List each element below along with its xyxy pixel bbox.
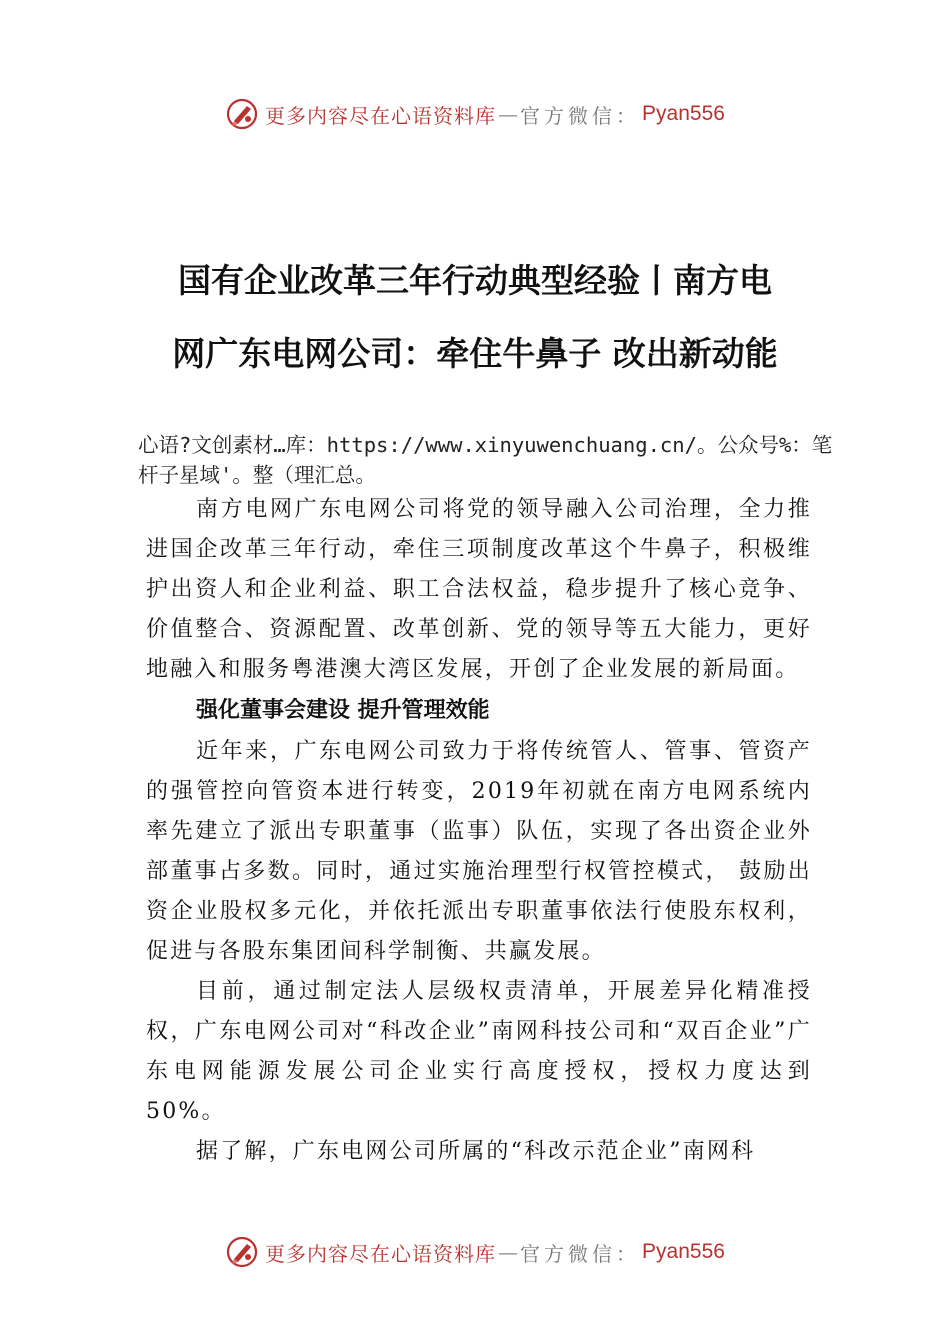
section-heading: 强化董事会建设 提升管理效能 <box>196 698 490 723</box>
document-title-line-1: 国有企业改革三年行动典型经验丨南方电 <box>178 261 772 300</box>
banner-main-text: 更多内容尽在心语资料库 <box>265 103 497 128</box>
banner-main-text: 更多内容尽在心语资料库 <box>265 1241 497 1266</box>
banner-separator: — <box>498 102 519 126</box>
banner-wechat-id: Pyan556 <box>642 1240 725 1263</box>
paragraph-3: 目前，通过制定法人层级权责清单，开展差异化精准授权，广东电网公司对“科改企业”南网科技公司和“双百企业”广东电网能源发展公司企业实行高度授权，授权力度达到 50%。 <box>146 979 812 1124</box>
banner-wechat-label: 官方微信： <box>520 103 641 128</box>
source-notice: 心语?文创素材…库：https://www.xinyuwenchuang.cn/。公众号%：笔杆子星域'。整（理汇总。 <box>138 433 833 487</box>
pen-logo-icon <box>225 97 259 131</box>
banner-separator: — <box>498 1240 519 1264</box>
footer-banner <box>0 1232 950 1272</box>
paragraph-2: 近年来，广东电网公司致力于将传统管人、管事、管资产的强管控向管资本进行转变，2019年初就在南方电网系统内率先建立了派出专职董事（监事）队伍，实现了各出资企业外部董事占多数。同时，通过实施治理型行权管控模式， 鼓励出资企业股权多元化，并依托派出专职董事依法行使股东权利，促进与各股东集团间科学制衡、共赢发展。 <box>146 739 812 964</box>
paragraph-intro: 南方电网广东电网公司将党的领导融入公司治理，全力推进国企改革三年行动，牵住三项制度改革这个牛鼻子，积极维护出资人和企业利益、职工合法权益，稳步提升了核心竞争、价值整合、资源配置、改革创新、党的领导等五大能力，更好地融入和服务粤港澳大湾区发展，开创了企业发展的新局面。 <box>146 497 812 682</box>
document-title-line-2: 网广东电网公司：牵住牛鼻子 改出新动能 <box>172 334 778 373</box>
pen-logo-icon <box>225 1235 259 1269</box>
paragraph-4: 据了解，广东电网公司所属的“科改示范企业”南网科 <box>196 1139 756 1164</box>
header-banner <box>0 94 950 134</box>
article-body <box>146 490 812 1172</box>
banner-wechat-label: 官方微信： <box>520 1241 641 1266</box>
banner-wechat-id: Pyan556 <box>642 102 725 125</box>
